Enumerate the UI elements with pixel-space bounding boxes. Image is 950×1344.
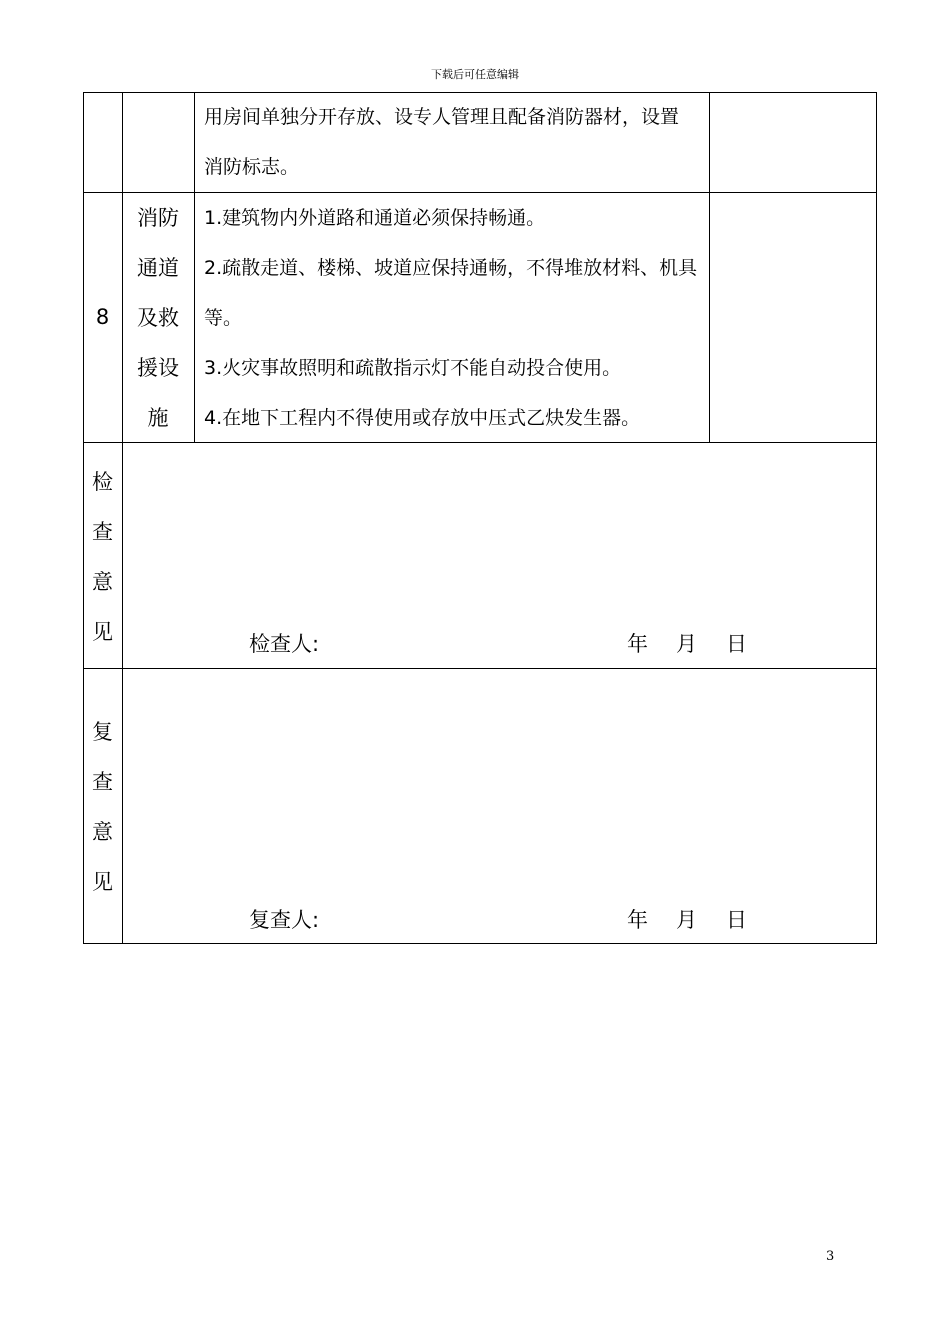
category-cell — [122, 193, 194, 443]
inspection-label — [83, 457, 122, 657]
date-month: 月 — [676, 632, 697, 656]
label-char: 意 — [92, 820, 113, 844]
content-line: 3.火灾事故照明和疏散指示灯不能自动投合使用。 — [204, 357, 622, 379]
label-char: 意 — [92, 570, 113, 594]
category-char: 施 — [147, 406, 169, 430]
date-year: 年 — [627, 632, 648, 656]
column-divider — [709, 92, 710, 443]
header-note: 下载后可任意编辑 — [431, 68, 519, 81]
category-char: 通道 — [137, 256, 179, 280]
row-divider — [83, 668, 877, 669]
page-number: 3 — [826, 1249, 835, 1264]
content-line: 4.在地下工程内不得使用或存放中压式乙炔发生器。 — [204, 407, 641, 429]
category-char: 援设 — [137, 356, 179, 380]
inspector-label: 检查人: — [249, 632, 320, 656]
date-day: 日 — [726, 632, 747, 656]
category-char: 消防 — [137, 206, 179, 230]
date-month: 月 — [676, 908, 697, 932]
table-border-bottom — [83, 943, 877, 944]
table-border-right — [876, 92, 877, 944]
date-year: 年 — [627, 908, 648, 932]
column-divider — [194, 92, 195, 443]
label-char: 见 — [92, 620, 113, 644]
label-char: 见 — [92, 870, 113, 894]
label-char: 查 — [92, 520, 113, 544]
row-number: 8 — [95, 305, 110, 329]
content-line: 用房间单独分开存放、设专人管理且配备消防器材，设置 — [204, 106, 680, 128]
date-day: 日 — [726, 908, 747, 932]
content-line: 等。 — [204, 307, 243, 329]
reinspection-label — [83, 707, 122, 907]
content-line: 1.建筑物内外道路和通道必须保持畅通。 — [204, 207, 546, 229]
category-char: 及救 — [137, 306, 179, 330]
content-line: 2.疏散走道、楼梯、坡道应保持通畅，不得堆放材料、机具 — [204, 257, 698, 279]
content-line: 消防标志。 — [204, 156, 300, 178]
label-char: 复 — [92, 720, 113, 744]
reinspector-label: 复查人: — [249, 908, 320, 932]
label-char: 检 — [92, 470, 113, 494]
inspection-table — [83, 92, 877, 944]
label-char: 查 — [92, 770, 113, 794]
